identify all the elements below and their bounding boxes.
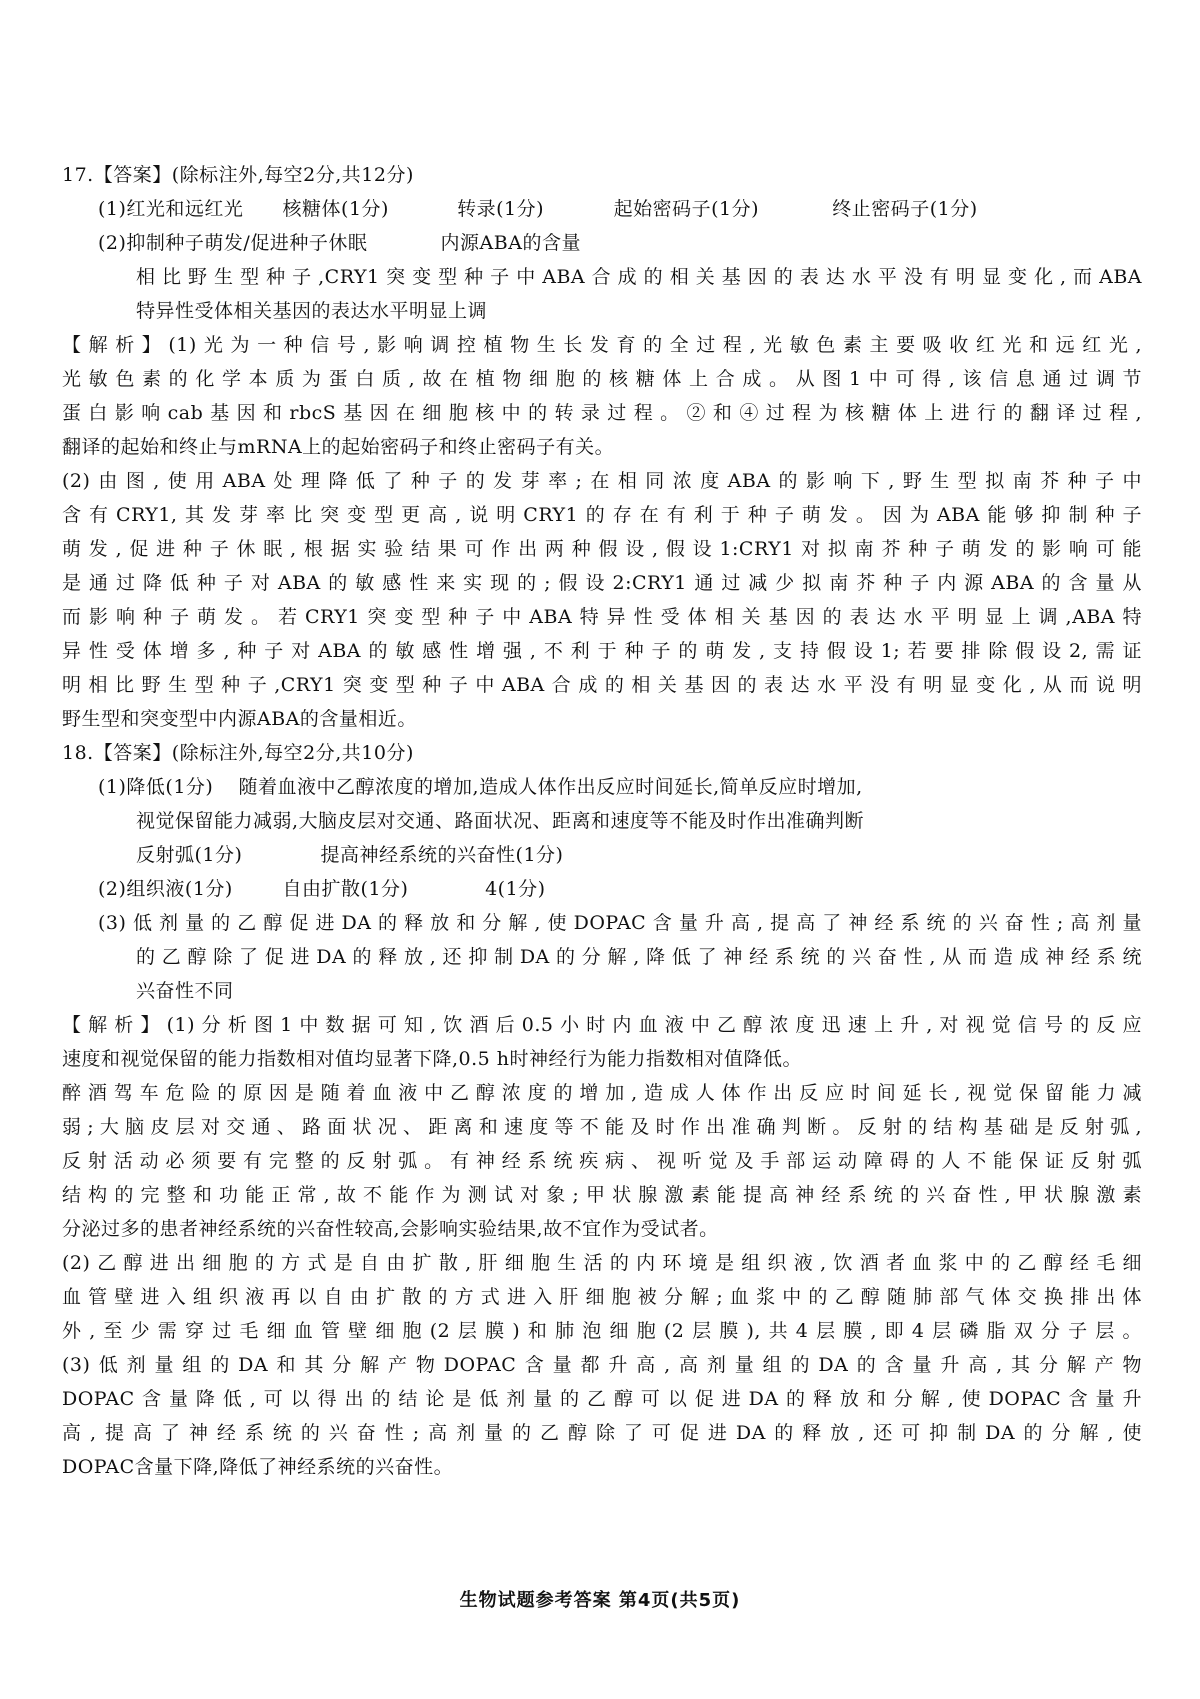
q18-p2-item: 自由扩散(1分)	[282, 878, 409, 900]
q18-p1-cont: 视觉保留能力减弱,大脑皮层对交通、路面状况、距离和速度等不能及时作出准确判断	[136, 810, 865, 832]
q17-p2-cont: 特异性受体相关基因的表达水平明显上调	[136, 300, 488, 322]
q18-p2-item: (2)组织液(1分)	[98, 878, 233, 900]
q17-part2-line	[62, 226, 1142, 260]
q18-analysis-line: 反射活动必须要有完整的反射弧。有神经系统疾病、视听觉及手部运动障碍的人不能保证反射弧	[62, 1150, 1142, 1172]
q17-analysis-line: 明相比野生型种子,CRY1突变型种子中ABA合成的相关基因的表达水平没有明显变化,从而说明	[62, 674, 1142, 696]
q18-part2-line	[62, 872, 1142, 906]
q17-analysis-line: 翻译的起始和终止与mRNA上的起始密码子和终止密码子有关。	[62, 436, 615, 458]
q17-p1-item: 转录(1分)	[457, 198, 545, 220]
q18-analysis-line: 高,提高了神经系统的兴奋性;高剂量的乙醇除了可促进DA的释放,还可抑制DA的分解,使	[62, 1422, 1142, 1444]
q18-analysis-line: (3)低剂量组的DA和其分解产物DOPAC含量都升高,高剂量组的DA的含量升高,其分解产物	[62, 1354, 1142, 1376]
q17-analysis-line: 野生型和突变型中内源ABA的含量相近。	[62, 708, 417, 730]
page-footer: 生物试题参考答案 第4页(共5页)	[459, 1590, 741, 1611]
q18-part3-line: (3)低剂量的乙醇促进DA的释放和分解,使DOPAC含量升高,提高了神经系统的兴奋性;高剂量	[98, 912, 1142, 934]
q18-analysis-line: (2)乙醇进出细胞的方式是自由扩散,肝细胞生活的内环境是组织液,饮酒者血浆中的乙醇经毛细	[62, 1252, 1142, 1274]
q18-part3-line: 的乙醇除了促进DA的释放,还抑制DA的分解,降低了神经系统的兴奋性,从而造成神经系统	[136, 946, 1142, 968]
q18-p1-item: 随着血液中乙醇浓度的增加,造成人体作出反应时间延长,简单反应时增加,	[238, 776, 863, 798]
q17-p1-item: 核糖体(1分)	[282, 198, 389, 220]
q18-p2-item: 4(1分)	[485, 878, 546, 900]
q17-analysis-line: 萌发,促进种子休眠,根据实验结果可作出两种假设,假设1:CRY1对拟南芥种子萌发的影响可能	[62, 538, 1142, 560]
q17-analysis-line: 【解析】(1)光为一种信号,影响调控植物生长发育的全过程,光敏色素主要吸收红光和远红光,	[62, 334, 1142, 356]
q17-p1-item: 起始密码子(1分)	[613, 198, 760, 220]
q17-p1-item: 终止密码子(1分)	[832, 198, 978, 220]
q17-header: 17.【答案】(除标注外,每空2分,共12分)	[62, 164, 414, 186]
q17-analysis-line: 是通过降低种子对ABA的敏感性来实现的;假设2:CRY1通过减少拟南芥种子内源ABA的含量从	[62, 572, 1142, 594]
q18-header: 18.【答案】(除标注外,每空2分,共10分)	[62, 742, 414, 764]
q18-analysis-line: DOPAC含量下降,降低了神经系统的兴奋性。	[62, 1456, 454, 1478]
q17-analysis-line: 光敏色素的化学本质为蛋白质,故在植物细胞的核糖体上合成。从图1中可得,该信息通过调节	[62, 368, 1142, 390]
q17-p1-item: (1)红光和远红光	[98, 198, 244, 220]
q18-analysis-line: 结构的完整和功能正常,故不能作为测试对象;甲状腺激素能提高神经系统的兴奋性,甲状腺激素	[62, 1184, 1142, 1206]
q18-analysis-line: 速度和视觉保留的能力指数相对值均显著下降,0.5 h时神经行为能力指数相对值降低。	[62, 1048, 803, 1070]
q18-analysis-line: 外,至少需穿过毛细血管壁细胞(2层膜)和肺泡细胞(2层膜),共4层膜,即4层磷脂双分子层。	[62, 1320, 1142, 1342]
q17-analysis-line: 而影响种子萌发。若CRY1突变型种子中ABA特异性受体相关基因的表达水平明显上调,ABA特	[62, 606, 1142, 628]
q17-p2-item: (2)抑制种子萌发/促进种子休眠	[98, 232, 368, 254]
q18-analysis-line: 血管壁进入组织液再以自由扩散的方式进入肝细胞被分解;血浆中的乙醇随肺部气体交换排出体	[62, 1286, 1142, 1308]
q18-p1-item: 反射弧(1分)	[136, 844, 243, 866]
q18-analysis-line: 分泌过多的患者神经系统的兴奋性较高,会影响实验结果,故不宜作为受试者。	[62, 1218, 719, 1240]
q18-part3-line: 兴奋性不同	[136, 980, 234, 1002]
q18-p1-item: 提高神经系统的兴奋性(1分)	[320, 844, 564, 866]
q18-part1-line	[62, 770, 1142, 804]
q18-analysis-line: DOPAC含量降低,可以得出的结论是低剂量的乙醇可以促进DA的释放和分解,使DOPAC含量升	[62, 1388, 1142, 1410]
q17-analysis-line: 异性受体增多,种子对ABA的敏感性增强,不利于种子的萌发,支持假设1;若要排除假设2,需证	[62, 640, 1142, 662]
q17-part1-line	[62, 192, 1142, 226]
q17-p2-item: 内源ABA的含量	[440, 232, 581, 254]
q18-analysis-line: 【解析】(1)分析图1中数据可知,饮酒后0.5小时内血液中乙醇浓度迅速上升,对视觉信号的反应	[62, 1014, 1142, 1036]
q17-analysis-line: (2)由图,使用ABA处理降低了种子的发芽率;在相同浓度ABA的影响下,野生型拟南芥种子中	[62, 470, 1142, 492]
q18-p1-item: (1)降低(1分)	[98, 776, 214, 798]
q17-analysis-line: 含有CRY1,其发芽率比突变型更高,说明CRY1的存在有利于种子萌发。因为ABA能够抑制种子	[62, 504, 1142, 526]
q18-analysis-line: 醉酒驾车危险的原因是随着血液中乙醇浓度的增加,造成人体作出反应时间延长,视觉保留能力减	[62, 1082, 1142, 1104]
q18-analysis-line: 弱;大脑皮层对交通、路面状况、距离和速度等不能及时作出准确判断。反射的结构基础是反射弧,	[62, 1116, 1142, 1138]
q18-part1-line2	[62, 838, 1142, 872]
q17-p2-cont: 相比野生型种子,CRY1突变型种子中ABA合成的相关基因的表达水平没有明显变化,而ABA	[136, 266, 1142, 288]
q17-analysis-line: 蛋白影响cab基因和rbcS基因在细胞核中的转录过程。②和④过程为核糖体上进行的翻译过程,	[62, 402, 1142, 424]
page-content	[62, 158, 1142, 1484]
